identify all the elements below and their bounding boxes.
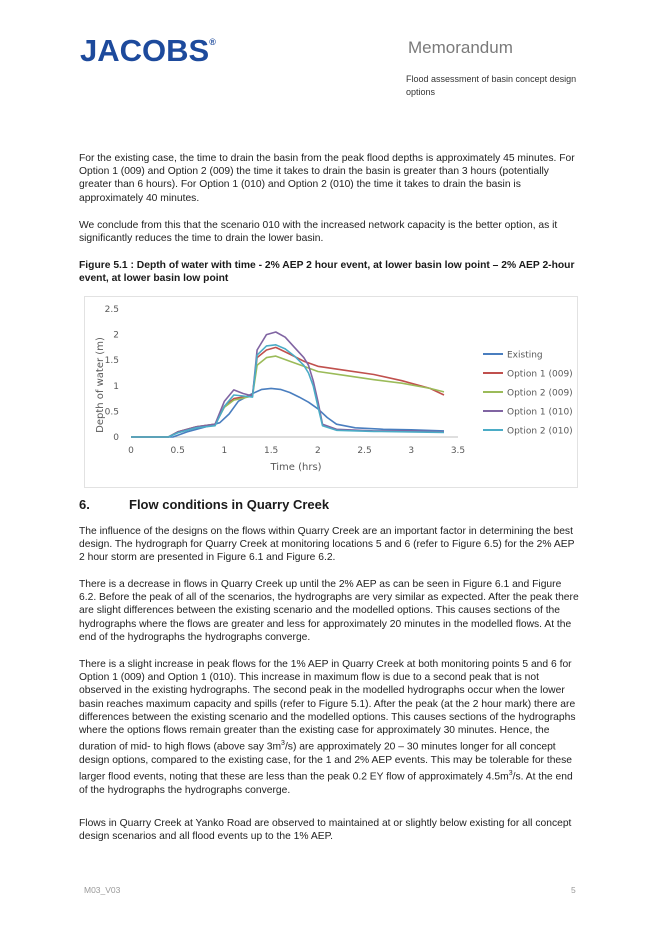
paragraph-yanko-road: Flows in Quarry Creek at Yanko Road are observed to maintained at or slightly below existing for all concept design scenarios and all flood events up to the 1% AEP.	[79, 818, 572, 843]
legend-label: Option 1 (010)	[507, 407, 573, 418]
legend-label: Existing	[507, 350, 543, 361]
document-subtitle: Flood assessment of basin concept design options	[406, 74, 577, 97]
section-heading	[79, 497, 329, 512]
x-tick-label: 0	[128, 446, 134, 456]
legend-label: Option 2 (010)	[507, 426, 573, 437]
footer-doc-ref: M03_V03	[84, 885, 121, 895]
paragraph-decrease: There is a decrease in flows in Quarry Creek up until the 2% AEP as can be seen in Figure 6.1 and Figure 6.2. Before the peak of all of the scenarios, the hydrographs are very similar as expected. After the peak there are slight differences between the existing scenario and the modelled options. This causes sections of the hydrographs where the flows are greater and less for approximately 20 minutes in the modelled flows. At the end of the hydrographs the hydrographs converge.	[79, 579, 579, 643]
depth-chart-svg	[85, 297, 577, 487]
footer-page-number: 5	[571, 885, 576, 895]
figure-caption: Figure 5.1 : Depth of water with time - 2% AEP 2 hour event, at lower basin low point – 2% AEP 2-hour event, at lower basin low point	[79, 260, 575, 285]
x-tick-label: 0.5	[170, 446, 185, 456]
y-tick-label: 0	[113, 433, 119, 443]
paragraph-conclusion: We conclude from this that the scenario 010 with the increased network capacity is the better option, as it significantly reduces the time to drain the lower basin.	[79, 220, 558, 245]
y-tick-label: 2.5	[104, 305, 119, 315]
series-line-0	[131, 388, 444, 437]
paragraph-increase: There is a slight increase in peak flows for the 1% AEP in Quarry Creek at both monitoring points 5 and 6 for Option 1 (009) and Option 1 (010). This increase in maximum flow is due to a second peak that is not observed in the existing hydrographs. The second peak in the modelled hydrographs occur when the lower basin reaches maximum capacity and spills (refer to Figure 5.1). After the peak (at the 2 hour mark) there are differences between the existing scenario and the modelled options. This causes sections of the hydrographs where the options flows remain greater than the existing case for approximately 30 minutes. Hence, the duration of mid- to high flows (above say $3m^3/s$) are approximately 20 – 30 minutes longer for all concept design options, compared to the existing case, for the 1 and 2% AEP events. This may be tolerable for these larger flood events, noting that these are less than the peak 0.2 EY flow of approximately $4.5m^3/s$. At the end of the hydrographs the hydrographs converge.	[79, 659, 576, 796]
series-line-3	[131, 332, 444, 437]
x-tick-label: 2	[314, 446, 321, 456]
y-tick-label: 0.5	[104, 407, 119, 418]
x-axis-label: Time (hrs)	[270, 462, 322, 473]
legend-label: Option 2 (009)	[507, 388, 573, 399]
y-tick-label: 1.5	[104, 356, 119, 367]
paragraph-drain-time: For the existing case, the time to drain the basin from the peak flood depths is approximately 45 minutes. For Option 1 (009) and Option 2 (009) the time it takes to drain the basin is greater than 3 hours (potentially greater than 6 hours). For Option 1 (010) and Option 2 (010) the time it takes to drain the basin is approximately 40 minutes.	[79, 153, 575, 204]
x-tick-label: 1.5	[263, 446, 279, 456]
document-type: Memorandum	[408, 38, 513, 57]
legend-label: Option 1 (009)	[507, 369, 573, 380]
paragraph-influence: The influence of the designs on the flows within Quarry Creek are an important factor in determining the best design. The hydrograph for Quarry Creek at monitoring locations 5 and 6 (refer to Figure 6.5) for the 2% AEP 2 hour storm are presented in Figure 6.1 and Figure 6.2.	[79, 526, 575, 564]
y-tick-label: 1	[113, 381, 119, 392]
depth-chart	[84, 296, 578, 488]
y-tick-label: 2	[113, 330, 119, 341]
section-title: Flow conditions in Quarry Creek	[129, 497, 330, 512]
x-tick-label: 3.5	[450, 446, 466, 456]
x-tick-label: 1	[221, 446, 228, 456]
company-logo: JACOBS®	[80, 33, 216, 68]
section-number: 6.	[79, 497, 90, 512]
series-line-2	[131, 356, 444, 437]
x-tick-label: 2.5	[357, 446, 372, 456]
x-tick-label: 3	[408, 446, 415, 456]
y-axis-label: Depth of water (m)	[95, 337, 106, 433]
